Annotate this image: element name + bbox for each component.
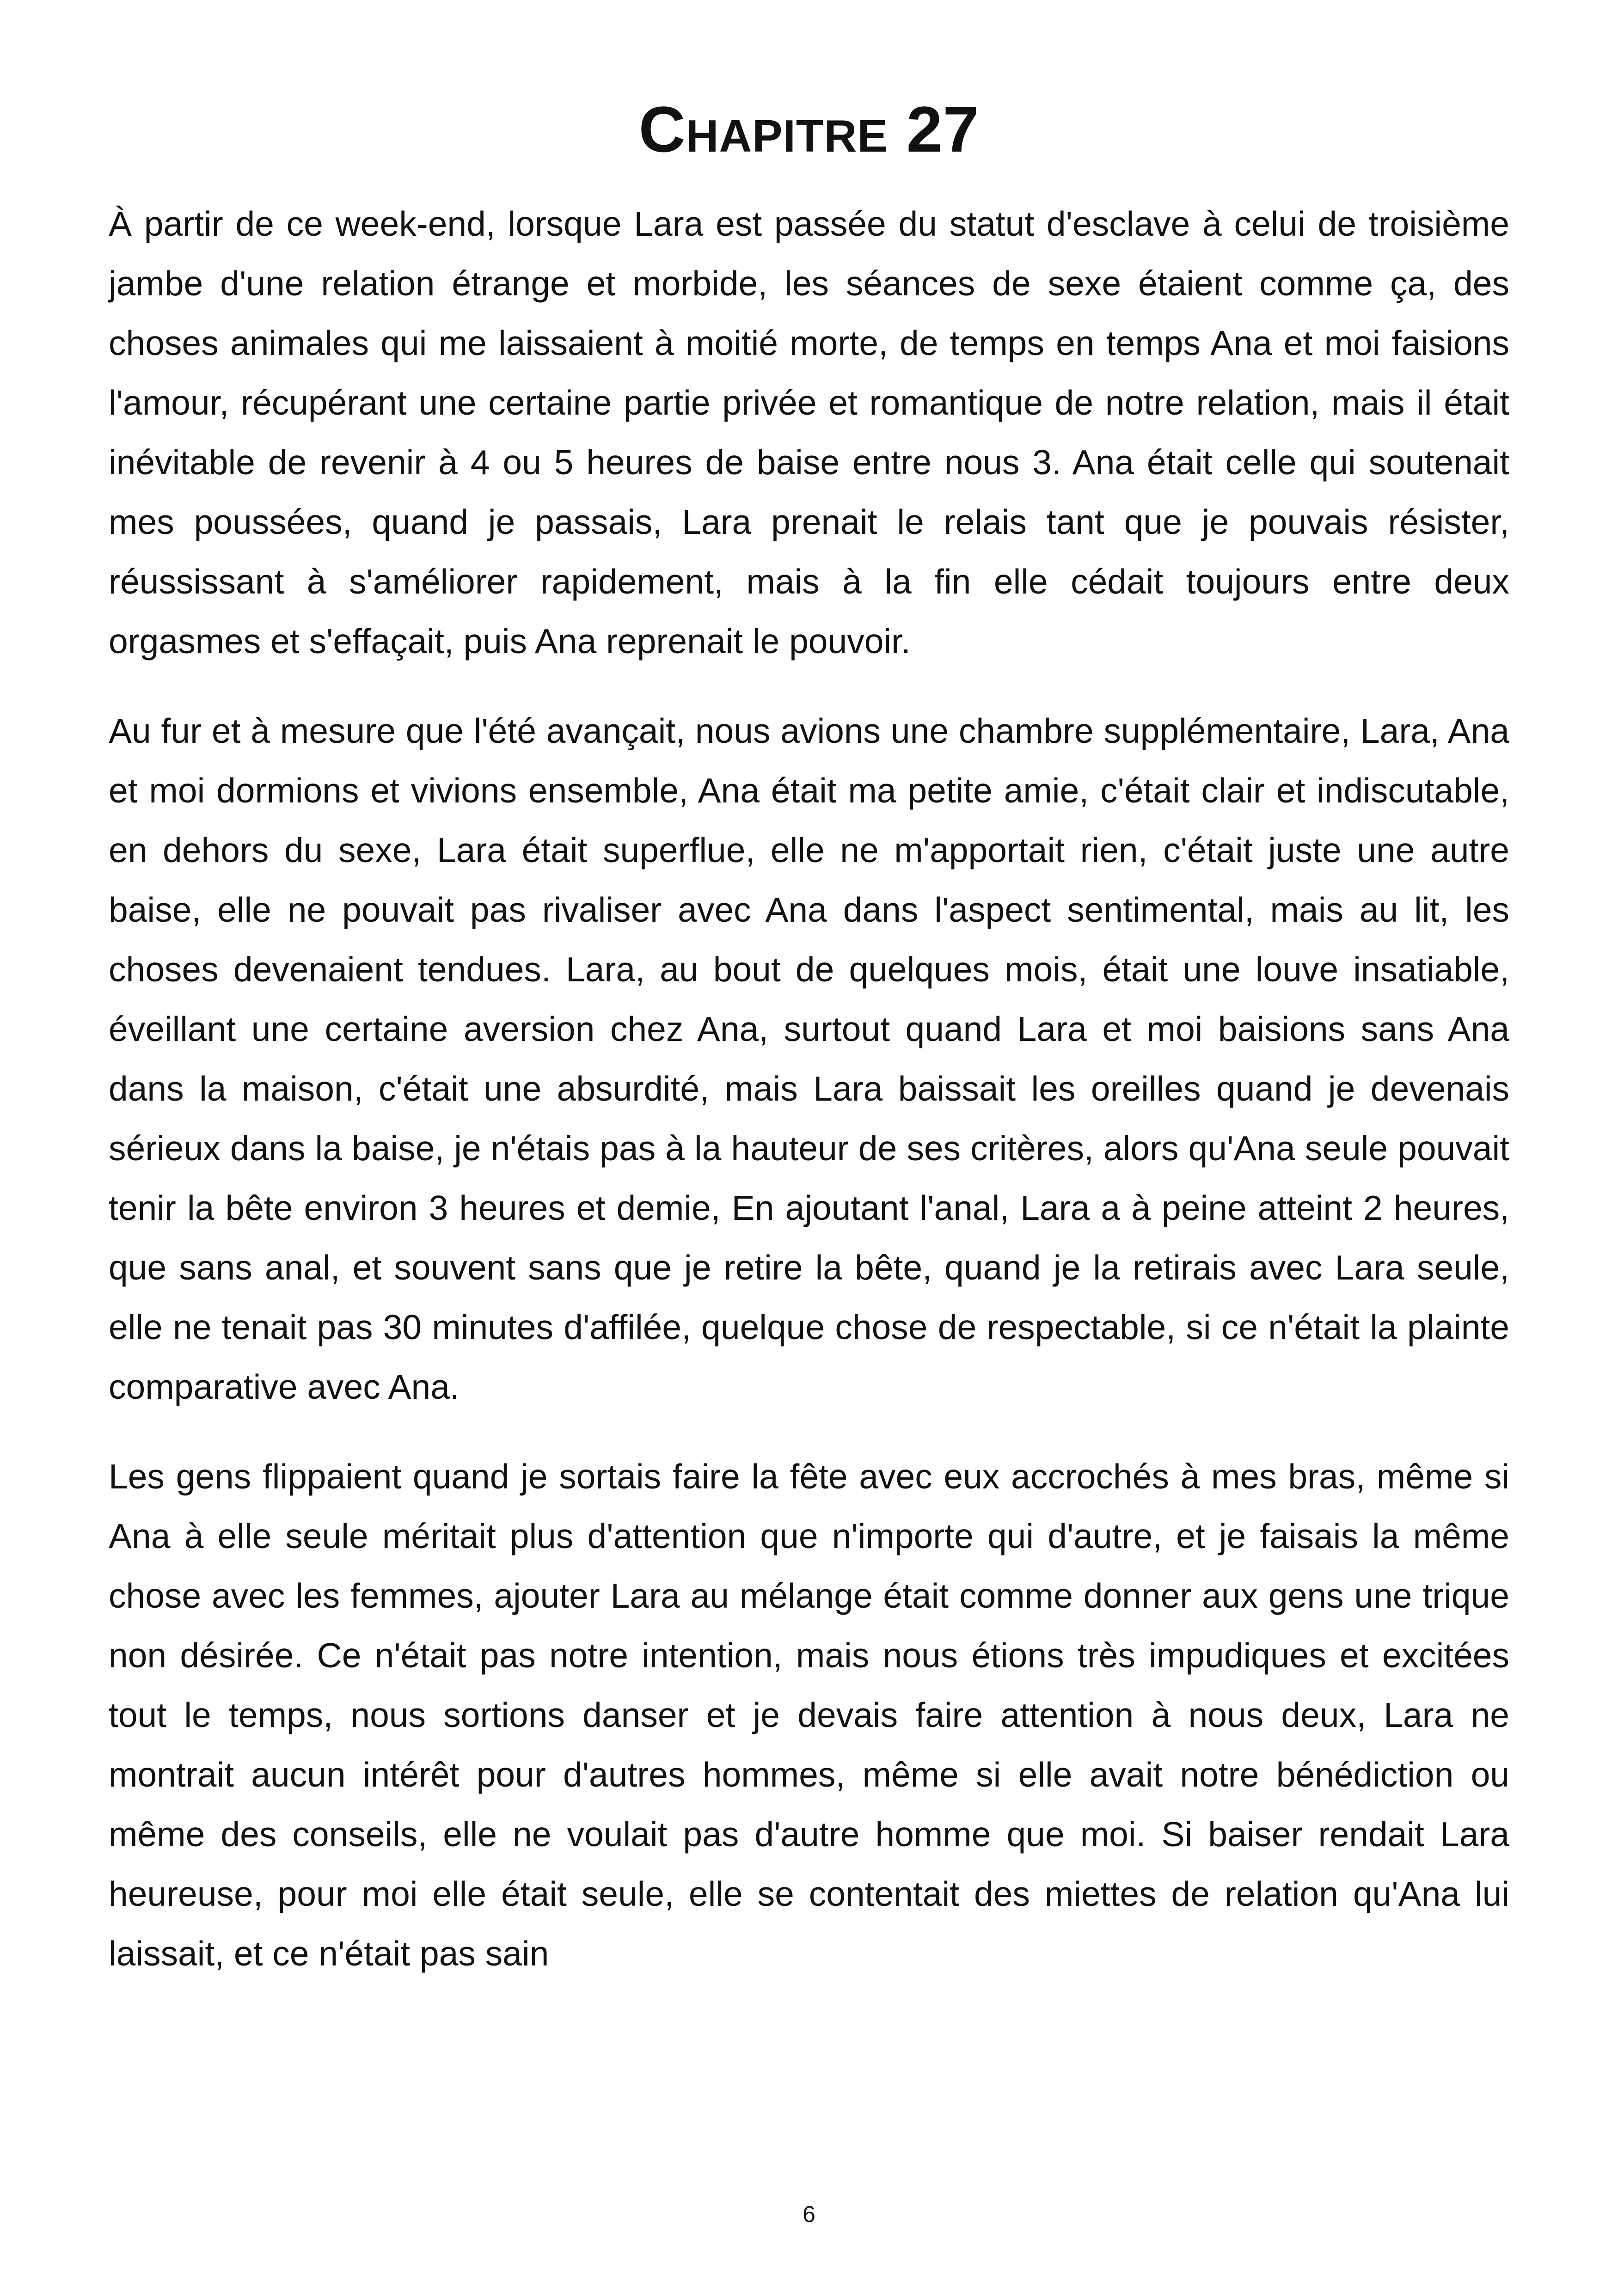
paragraph-3: Les gens flippaient quand je sortais faire la fête avec eux accrochés à mes bras, même si Ana à elle seule méritait plus d'attention que n'importe qui d'autre, et je faisais la même chose avec les femmes, ajouter Lara au mélange était comme donner aux gens une trique non désirée. Ce n'était pas notre intention, mais nous étions très impudiques et excitées tout le temps, nous sortions danser et je devais faire attention à nous deux, Lara ne montrait aucun intérêt pour d'autres hommes, même si elle avait notre bénédiction ou même des conseils, elle ne voulait pas d'autre homme que moi. Si baiser rendait Lara heureuse, pour moi elle était seule, elle se contentait des miettes de relation qu'Ana lui laissait, et ce n'était pas sain <box>109 1457 1509 1973</box>
paragraph-1: À partir de ce week-end, lorsque Lara est passée du statut d'esclave à celui de troisième jambe d'une relation étrange et morbide, les séances de sexe étaient comme ça, des choses animales qui me laissaient à moitié morte, de temps en temps Ana et moi faisions l'amour, récupérant une certaine partie privée et romantique de notre relation, mais il était inévitable de revenir à 4 ou 5 heures de baise entre nous 3. Ana était celle qui soutenait mes poussées, quand je passais, Lara prenait le relais tant que je pouvais résister, réussissant à s'améliorer rapidement, mais à la fin elle cédait toujours entre deux orgasmes et s'effaçait, puis Ana reprenait le pouvoir. <box>109 204 1509 661</box>
body-text <box>109 194 1509 2014</box>
page-number: 6 <box>803 2201 815 2227</box>
document-page <box>109 0 1509 2296</box>
chapter-title: Chapitre 27 <box>638 93 980 165</box>
paragraph-2: Au fur et à mesure que l'été avançait, nous avions une chambre supplémentaire, Lara, Ana et moi dormions et vivions ensemble, Ana était ma petite amie, c'était clair et indiscutable, en dehors du sexe, Lara était superflue, elle ne m'apportait rien, c'était juste une autre baise, elle ne pouvait pas rivaliser avec Ana dans l'aspect sentimental, mais au lit, les choses devenaient tendues. Lara, au bout de quelques mois, était une louve insatiable, éveillant une certaine aversion chez Ana, surtout quand Lara et moi baisions sans Ana dans la maison, c'était une absurdité, mais Lara baissait les oreilles quand je devenais sérieux dans la baise, je n'étais pas à la hauteur de ses critères, alors qu'Ana seule pouvait tenir la bête environ 3 heures et demie, En ajoutant l'anal, Lara a à peine atteint 2 heures, que sans anal, et souvent sans que je retire la bête, quand je la retirais avec Lara seule, elle ne tenait pas 30 minutes d'affilée, quelque chose de respectable, si ce n'était la plainte comparative avec Ana. <box>109 711 1509 1406</box>
